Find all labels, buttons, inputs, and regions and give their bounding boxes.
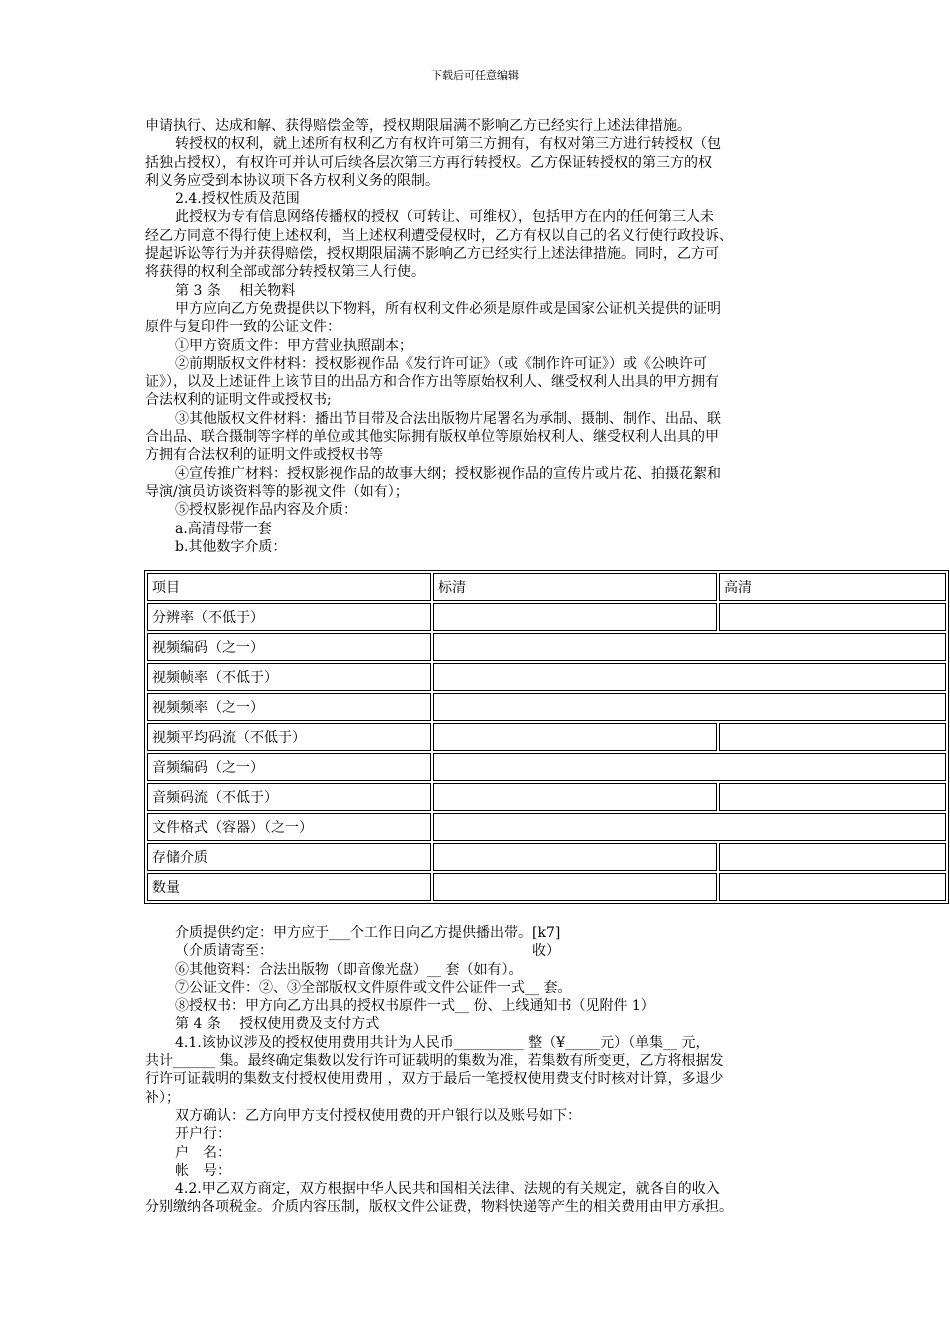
- text-line: 合出品、联合摄制等字样的单位或其他实际拥有版权单位等原始权利人、继受权利人出具的甲: [145, 429, 719, 446]
- media-spec-table: [144, 570, 949, 904]
- table-cell-empty: [433, 813, 946, 841]
- text-line: 行许可证载明的集数支付授权使用费用 ，双方于最后一笔授权使用费支付时核对计算，多退少: [145, 1071, 724, 1088]
- text-line: 提起诉讼等行为并获得赔偿，授权期限届满不影响乙方已经实行上述法律措施。同时，乙方可: [145, 246, 719, 263]
- table-cell-empty: [719, 873, 946, 901]
- section-text-upper: [145, 117, 810, 556]
- text-line: ③其他版权文件材料：播出节目带及合法出版物片尾署名为承制、摄制、制作、出品、联: [175, 410, 721, 427]
- table-cell-label: 视频编码（之一）: [147, 633, 431, 661]
- table-cell-label: 视频帧率（不低于）: [147, 663, 431, 691]
- text-line: 方拥有合法权利的证明文件或授权书等: [145, 447, 383, 464]
- table-cell-empty: [433, 753, 946, 781]
- text-line: 4.1.该协议涉及的授权使用费用共计为人民币__________ 整（¥_____元）（单集__ 元，: [175, 1034, 710, 1051]
- text-line: ①甲方资质文件：甲方营业执照副本；: [175, 337, 413, 354]
- text-line: 申请执行、达成和解、获得赔偿金等，授权期限届满不影响乙方已经实行上述法律措施。: [145, 118, 691, 134]
- text-line: 利义务应受到本协议项下各方权利义务的限制。: [145, 172, 439, 189]
- table-header-cell: 高清: [719, 573, 946, 601]
- table-row: [147, 753, 946, 781]
- table-header-row: [147, 573, 946, 601]
- table-cell-label: 文件格式（容器）（之一）: [147, 813, 431, 841]
- table-cell-empty: [433, 633, 946, 661]
- text-line: 双方确认：乙方向甲方支付授权使用费的开户银行以及账号如下：: [175, 1107, 581, 1124]
- table-cell-label: 音频码流（不低于）: [147, 783, 431, 811]
- table-cell-empty: [433, 783, 717, 811]
- text-line: ④宣传推广材料：授权影视作品的故事大纲；授权影视作品的宣传片或片花、拍摄花絮和: [175, 465, 721, 482]
- account-holder-line: 户 名：: [175, 1144, 231, 1161]
- table-row: [147, 693, 946, 721]
- table-header-cell: 标清: [433, 573, 717, 601]
- text-line: 补）；: [145, 1089, 180, 1106]
- table-cell-empty: [719, 603, 946, 631]
- article-3-heading: 第 3 条 相关物料: [175, 282, 296, 299]
- table-header-cell: 项目: [147, 573, 431, 601]
- text-line: 甲方应向乙方免费提供以下物料，所有权利文件必须是原件或是国家公证机关提供的证明: [175, 300, 721, 317]
- table-cell-empty: [719, 843, 946, 871]
- text-line: 分别缴纳各项税金。介质内容压制，版权文件公证费，物料快递等产生的相关费用由甲方承担。: [145, 1199, 733, 1216]
- table-cell-empty: [719, 723, 946, 751]
- page-header-note: 下载后可任意编辑: [431, 69, 519, 82]
- text-line: a.高清母带一套: [175, 520, 272, 537]
- table-cell-label: 存储介质: [147, 843, 431, 871]
- table-row: [147, 813, 946, 841]
- table-cell-label: 视频频率（之一）: [147, 693, 431, 721]
- table-cell-empty: [433, 603, 717, 631]
- text-line: 证》），以及上述证件上该节目的出品方和合作方出等原始权利人、继受权利人出具的甲方拥有: [145, 374, 719, 391]
- text-line: （介质请寄至： 收）: [175, 943, 560, 960]
- text-line: 将获得的权利全部或部分转授权第三人行使。: [145, 264, 425, 281]
- text-line: ⑥其他资料：合法出版物（即音像光盘）__ 套（如有）。: [175, 961, 523, 978]
- table-cell-empty: [433, 873, 717, 901]
- table-row: [147, 873, 946, 901]
- table-cell-label: 音频编码（之一）: [147, 753, 431, 781]
- account-number-line: 帐 号：: [175, 1162, 231, 1179]
- table-row: [147, 783, 946, 811]
- article-4-heading: 第 4 条 授权使用费及支付方式: [175, 1016, 380, 1033]
- text-line: 介质提供约定：甲方应于___个工作日向乙方提供播出带。[k7]: [175, 925, 561, 941]
- text-line: 4.2.甲乙双方商定，双方根据中华人民共和国相关法律、法规的有关规定，就各自的收入: [175, 1181, 720, 1198]
- text-line: ⑦公证文件：②、③全部版权文件原件或文件公证件一式__ 套。: [175, 979, 572, 996]
- text-line: 导演/演员访谈资料等的影视文件（如有）；: [145, 483, 409, 500]
- text-line: 此授权为专有信息网络传播权的授权（可转让、可维权），包括甲方在内的任何第三人未: [175, 209, 714, 226]
- section-heading-2-4: 2.4.授权性质及范围: [175, 191, 300, 208]
- text-line: 经乙方同意不得行使上述权利，当上述权利遭受侵权时，乙方有权以自己的名义行使行政投诉、: [145, 227, 733, 244]
- table-row: [147, 603, 946, 631]
- table-cell-empty: [719, 783, 946, 811]
- text-line: 原件与复印件一致的公证文件：: [145, 319, 341, 336]
- text-line: 共计______ 集。最终确定集数以发行许可证载明的集数为准，若集数有所变更，乙方将根据发: [145, 1053, 724, 1070]
- table-cell-label: 分辨率（不低于）: [147, 603, 431, 631]
- section-text-lower: [145, 924, 810, 1217]
- table-row: [147, 663, 946, 691]
- table-row: [147, 633, 946, 661]
- table-row: [147, 723, 946, 751]
- table-cell-empty: [433, 723, 717, 751]
- text-line: ②前期版权文件材料：授权影视作品《发行许可证》（或《制作许可证》）或《公映许可: [175, 355, 707, 372]
- table-row: [147, 843, 946, 871]
- table-cell-empty: [433, 693, 946, 721]
- table-cell-label: 视频平均码流（不低于）: [147, 723, 431, 751]
- table-cell-empty: [433, 663, 946, 691]
- table-cell-label: 数量: [147, 873, 431, 901]
- text-line: b.其他数字介质：: [175, 538, 287, 555]
- text-line: 转授权的权利，就上述所有权利乙方有权许可第三方拥有，有权对第三方进行转授权（包: [175, 136, 721, 153]
- text-line: ⑤授权影视作品内容及介质：: [175, 502, 357, 519]
- text-line: ⑧授权书：甲方向乙方出具的授权书原件一式__ 份、上线通知书（见附件 1）: [175, 998, 655, 1015]
- text-line: 括独占授权），有权许可并认可后续各层次第三方再行转授权。乙方保证转授权的第三方的权: [145, 154, 712, 171]
- table-cell-empty: [433, 843, 717, 871]
- text-line: 合法权利的证明文件或授权书;: [145, 392, 332, 409]
- bank-name-line: 开户行：: [175, 1126, 231, 1143]
